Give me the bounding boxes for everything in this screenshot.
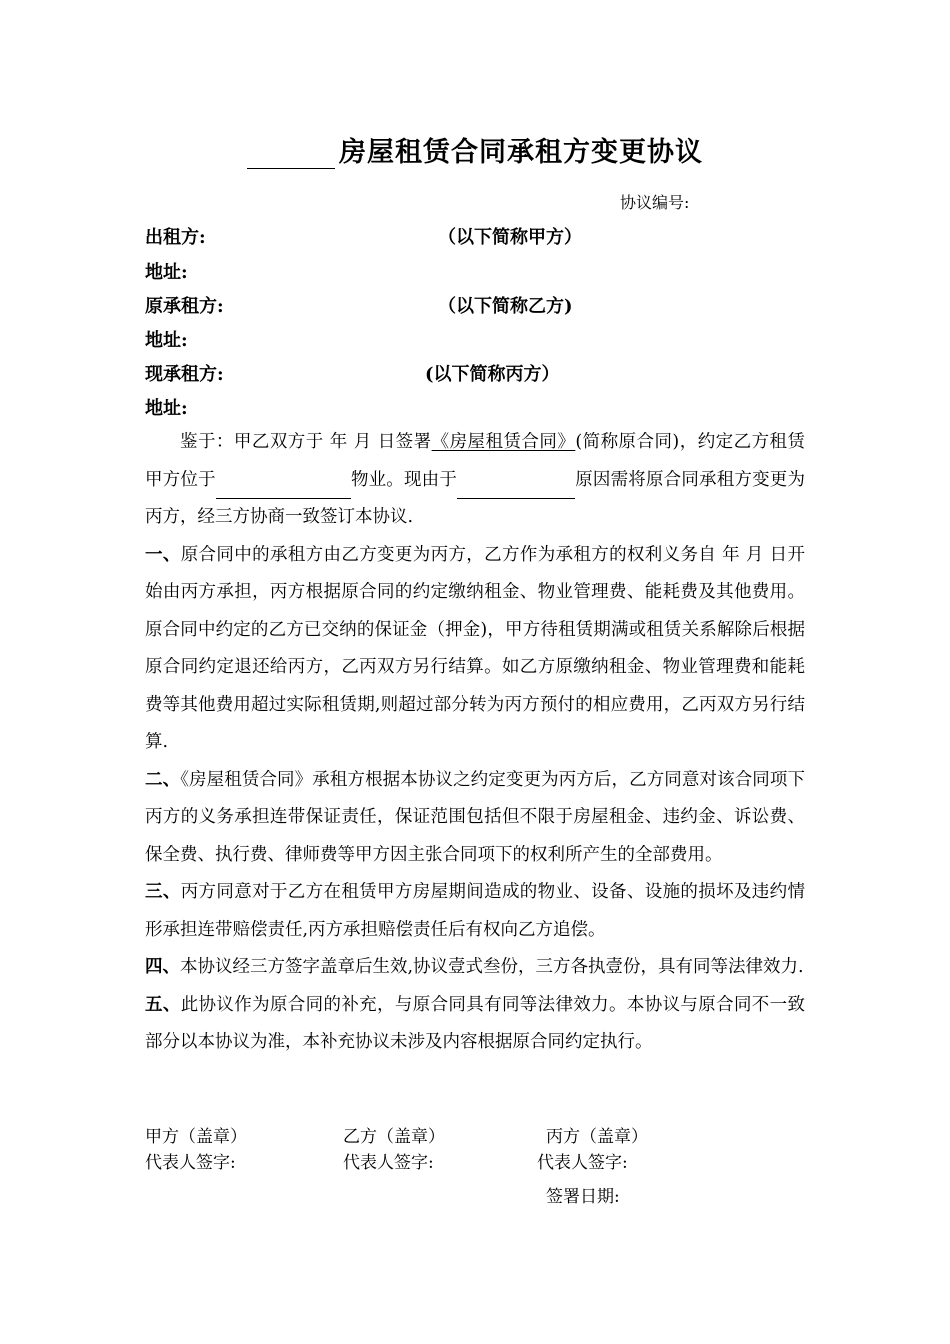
recital-text: 鉴于：甲乙双方于 年 月 日签署 [180,432,432,452]
clause-number: 三、 [145,882,181,902]
page-title [0,130,950,169]
clause-number: 二、 [145,769,181,790]
clause-text: 原合同中的承租方由乙方变更为丙方，乙方作为承租方的权利义务自 年 月 日开始由丙方承担，丙方根据原合同的约定缴纳租金、物业管理费、能耗费及其他费用。原合同中约定的乙方已交纳的保证金（押金)，甲方待租赁期满或租赁关系解除后根据原合同约定退还给丙方，乙丙双方另行结算。如乙方原缴纳租金、物业管理费和能耗费等其他费用超过实际租赁期,则超过部分转为丙方预付的相应费用，乙丙双方另行结算. [145,544,806,752]
party-note: (以下简称丙方） [425,364,560,385]
party-lessor-address [145,258,188,284]
party-new-lessee [145,360,560,386]
clause-2 [145,762,805,875]
party-lessor [145,223,582,249]
clause-number: 五、 [145,994,181,1015]
contract-name: 《房屋租赁合同》 [431,432,576,452]
party-label: 地址: [145,398,188,419]
property-blank-line [216,480,351,499]
clause-5 [145,987,805,1062]
party-b-signature: 代表人签字: [343,1153,434,1173]
clause-4 [145,949,805,987]
recital-text: (简称原合同)，约定乙方租赁甲方位于 [145,432,806,490]
reason-blank-line [457,480,575,499]
recital-text: 原因需将原合同承租方变更为丙方，经三方协商一致签订本协议. [145,469,805,527]
party-c-signature: 代表人签字: [537,1153,628,1173]
party-label: 原承租方: [145,296,224,317]
clause-number: 一、 [145,544,181,565]
party-original-lessee [145,292,573,318]
clause-number: 四、 [145,957,180,977]
clause-text: 丙方同意对于乙方在租赁甲方房屋期间造成的物业、设备、设施的损坏及违约情形承担连带赔偿责任,丙方承担赔偿责任后有权向乙方追偿。 [145,882,806,940]
clause-3 [145,874,805,949]
party-note: （以下简称乙方) [438,296,573,317]
title-blank-line [247,140,335,169]
recital-paragraph [145,424,805,537]
party-a-seal: 甲方（盖章） [145,1127,247,1147]
clause-text: 此协议作为原合同的补充，与原合同具有同等法律效力。本协议与原合同不一致部分以本协议为准，本补充协议未涉及内容根据原合同约定执行。 [145,994,806,1052]
title-text: 房屋租赁合同承租方变更协议 [339,137,703,168]
signing-date-label: 签署日期: [546,1187,620,1207]
party-note: （以下简称甲方） [438,227,582,248]
party-label: 出租方: [145,227,206,248]
party-label: 地址: [145,262,188,283]
party-label: 地址: [145,330,188,351]
contract-body [145,424,805,1062]
party-b-seal: 乙方（盖章） [343,1127,445,1147]
clause-text: 《房屋租赁合同》承租方根据本协议之约定变更为丙方后，乙方同意对该合同项下丙方的义务承担连带保证责任，保证范围包括但不限于房屋租金、违约金、诉讼费、保全费、执行费、律师费等甲方因主张合同项下的权利所产生的全部费用。 [145,769,805,865]
clause-text: 本协议经三方签字盖章后生效,协议壹式叁份，三方各执壹份，具有同等法律效力. [180,957,804,977]
party-c-seal: 丙方（盖章） [546,1127,648,1147]
party-label: 现承租方: [145,364,224,385]
clause-1 [145,537,805,762]
recital-text: 物业。现由于 [350,469,458,490]
doc-number-label: 协议编号: [620,193,690,212]
party-original-lessee-address [145,326,188,352]
party-a-signature: 代表人签字: [145,1153,236,1173]
party-new-lessee-address [145,394,188,420]
